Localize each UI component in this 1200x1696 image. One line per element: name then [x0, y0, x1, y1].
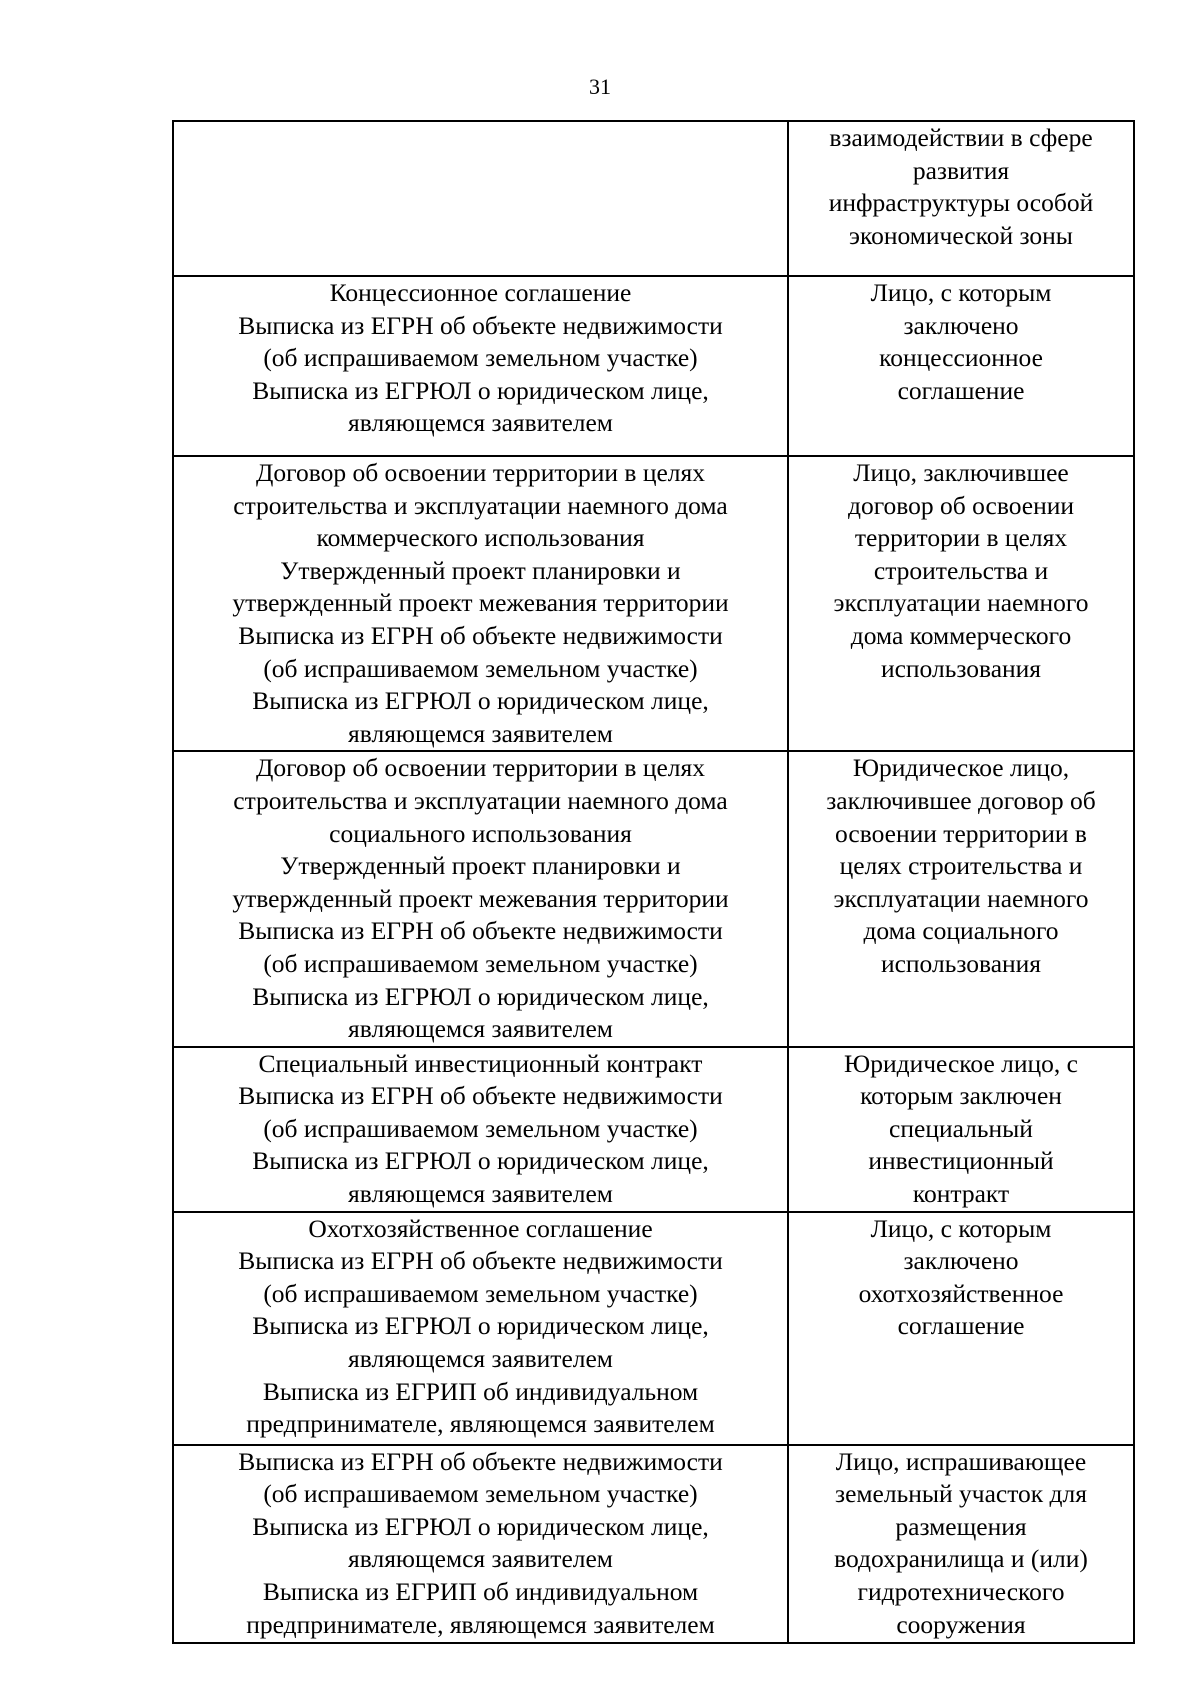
- page-number: 31: [589, 74, 611, 99]
- applicant-line: взаимодействии в сфере: [829, 123, 1093, 152]
- applicant-line: договор об освоении: [847, 490, 1075, 520]
- document-line: строительства и эксплуатации наемного дома: [233, 490, 728, 520]
- applicant-line: освоении территории в: [835, 818, 1087, 848]
- applicant-line: контракт: [912, 1179, 1010, 1209]
- applicant-line: которым заключен: [860, 1081, 1062, 1111]
- applicant-line: специальный: [889, 1113, 1033, 1143]
- document-line: Выписка из ЕГРЮЛ о юридическом лице,: [252, 375, 709, 405]
- documents-cell: [173, 751, 788, 1046]
- applicant-cell: [788, 751, 1134, 1046]
- applicant-line: экономической зоны: [849, 220, 1073, 250]
- document-line: Выписка из ЕГРЮЛ о юридическом лице,: [252, 1146, 709, 1176]
- applicant-line: инвестиционный: [868, 1146, 1054, 1176]
- applicant-cell: [788, 276, 1134, 456]
- document-line: Выписка из ЕГРИП об индивидуальном: [262, 1376, 699, 1406]
- documents-cell: [173, 456, 788, 751]
- applicant-cell: [788, 456, 1134, 751]
- table-body: [173, 121, 1134, 1643]
- applicant-line: использования: [880, 653, 1042, 683]
- document-line: (об испрашиваемом земельном участке): [263, 1278, 698, 1308]
- document-line: являющемся заявителем: [348, 408, 613, 438]
- table-row: [173, 276, 1134, 456]
- applicant-line: Лицо, испрашивающее: [835, 1446, 1087, 1476]
- applicant-line: территории в целях: [854, 523, 1068, 553]
- document-line: Выписка из ЕГРН об объекте недвижимости: [238, 916, 723, 946]
- applicant-line: дома коммерческого: [850, 620, 1072, 650]
- documents-table: [172, 120, 1135, 1644]
- document-line: Концессионное соглашение: [329, 278, 632, 307]
- document-line: Выписка из ЕГРН об объекте недвижимости: [238, 1246, 723, 1276]
- document-line: Выписка из ЕГРЮЛ о юридическом лице,: [252, 981, 709, 1011]
- document-line: Выписка из ЕГРИП об индивидуальном: [262, 1577, 699, 1607]
- document-line: Договор об освоении территории в целях: [256, 458, 705, 487]
- applicant-line: Лицо, заключившее: [853, 458, 1069, 487]
- document-line: являющемся заявителем: [348, 718, 613, 748]
- document-line: утвержденный проект межевания территории: [232, 883, 729, 913]
- document-line: (об испрашиваемом земельном участке): [263, 653, 698, 683]
- document-line: Выписка из ЕГРЮЛ о юридическом лице,: [252, 686, 709, 716]
- document-line: являющемся заявителем: [348, 1344, 613, 1374]
- applicant-cell: [788, 1047, 1134, 1212]
- table-row: [173, 1047, 1134, 1212]
- documents-cell: [173, 1212, 788, 1445]
- documents-cell: [173, 1445, 788, 1643]
- document-line: Выписка из ЕГРН об объекте недвижимости: [238, 620, 723, 650]
- table-row: [173, 121, 1134, 276]
- applicant-line: заключено: [903, 310, 1019, 340]
- document-line: Выписка из ЕГРЮЛ о юридическом лице,: [252, 1511, 709, 1541]
- applicant-line: Юридическое лицо, с: [843, 1048, 1078, 1078]
- document-line: Выписка из ЕГРЮЛ о юридическом лице,: [252, 1311, 709, 1341]
- document-line: (об испрашиваемом земельном участке): [263, 1479, 698, 1509]
- documents-cell: [173, 276, 788, 456]
- document-line: Выписка из ЕГРН об объекте недвижимости: [238, 310, 723, 340]
- applicant-line: использования: [880, 948, 1042, 978]
- document-line: предпринимателе, являющемся заявителем: [246, 1409, 715, 1439]
- applicant-line: Лицо, с которым: [870, 1213, 1052, 1243]
- applicant-cell: [788, 121, 1134, 276]
- table-row: [173, 751, 1134, 1046]
- applicant-line: размещения: [895, 1511, 1027, 1541]
- document-line: Утвержденный проект планировки и: [280, 555, 681, 585]
- document-line: строительства и эксплуатации наемного дома: [233, 785, 728, 815]
- document-line: утвержденный проект межевания территории: [232, 588, 729, 618]
- document-line: Договор об освоении территории в целях: [256, 753, 705, 783]
- applicant-line: сооружения: [896, 1609, 1026, 1639]
- table-row: [173, 1445, 1134, 1643]
- applicant-line: гидротехнического: [857, 1577, 1065, 1607]
- document-line: (об испрашиваемом земельном участке): [263, 948, 698, 978]
- applicant-line: эксплуатации наемного: [833, 588, 1089, 618]
- applicant-line: Юридическое лицо,: [852, 753, 1070, 783]
- applicant-line: инфраструктуры особой: [828, 188, 1094, 218]
- document-line: Охотхозяйственное соглашение: [308, 1213, 653, 1243]
- applicant-line: дома социального: [863, 916, 1059, 946]
- applicant-line: эксплуатации наемного: [833, 883, 1089, 913]
- applicant-line: водохранилища и (или): [834, 1544, 1088, 1574]
- documents-cell: [173, 1047, 788, 1212]
- table-row: [173, 1212, 1134, 1445]
- applicant-line: соглашение: [897, 375, 1025, 405]
- applicant-line: строительства и: [873, 555, 1049, 585]
- document-line: предпринимателе, являющемся заявителем: [246, 1609, 715, 1639]
- applicant-cell: [788, 1445, 1134, 1643]
- applicant-line: заключено: [903, 1246, 1019, 1276]
- applicant-line: Лицо, с которым: [870, 278, 1052, 307]
- documents-cell: [173, 121, 788, 276]
- document-line: коммерческого использования: [316, 523, 645, 553]
- applicant-line: земельный участок для: [835, 1479, 1087, 1509]
- document-line: (об испрашиваемом земельном участке): [263, 1113, 698, 1143]
- applicant-line: соглашение: [897, 1311, 1025, 1341]
- document-line: Выписка из ЕГРН об объекте недвижимости: [238, 1081, 723, 1111]
- document-line: являющемся заявителем: [348, 1014, 613, 1044]
- document-line: Выписка из ЕГРН об объекте недвижимости: [238, 1446, 723, 1476]
- document-line: социального использования: [329, 818, 632, 848]
- document-line: Специальный инвестиционный контракт: [258, 1048, 703, 1078]
- applicant-line: развития: [912, 155, 1010, 185]
- document-line: Утвержденный проект планировки и: [280, 851, 681, 881]
- document-line: (об испрашиваемом земельном участке): [263, 343, 698, 373]
- document-line: являющемся заявителем: [348, 1544, 613, 1574]
- applicant-line: концессионное: [879, 343, 1043, 373]
- applicant-line: целях строительства и: [839, 851, 1083, 881]
- document-line: являющемся заявителем: [348, 1179, 613, 1209]
- applicant-cell: [788, 1212, 1134, 1445]
- table-row: [173, 456, 1134, 751]
- applicant-line: заключившее договор об: [826, 785, 1096, 815]
- applicant-line: охотхозяйственное: [858, 1278, 1064, 1308]
